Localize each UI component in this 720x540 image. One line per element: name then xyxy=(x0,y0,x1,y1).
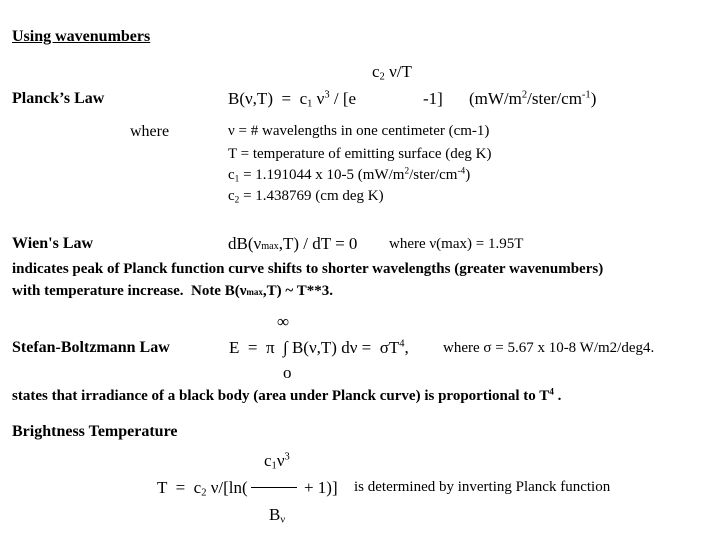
planck-units: $(mW/m^2/ster/cm^{-1})$ xyxy=(469,89,597,108)
brightness-numerator: $c_1\nu^3$ xyxy=(264,451,290,472)
integral-lower-limit: o xyxy=(283,363,292,382)
planck-exponent: $c_2$ ν/T xyxy=(372,62,412,83)
wien-label: Wien's Law xyxy=(12,235,94,252)
planck-definition: T = temperature of emitting surface (deg K) xyxy=(228,146,492,162)
brightness-denominator: $B_\nu$ xyxy=(269,505,286,526)
planck-formula-end: -1] xyxy=(423,89,443,108)
wien-formula: dB(νmax,T) / dT = 0 xyxy=(228,234,358,253)
wien-description: indicates peak of Planck function curve shifts to shorter wavelengths (greater wavenumbers) xyxy=(12,261,604,277)
planck-label: Planck’s Law xyxy=(12,90,105,107)
planck-formula: $B(\nu,T) = c_1$ $\nu^3 / [e$ xyxy=(228,89,357,110)
integral-upper-limit: ∞ xyxy=(277,312,290,331)
planck-definition: $c_1 = 1.191044$ x 10-5 $(mW/m^2/ster/cm^{-4})$ xyxy=(228,166,471,185)
planck-definition: $c_2 = 1.438769$ (cm deg K) xyxy=(228,188,384,206)
brightness-formula: $T = c_2$ ν/[ln( + 1)] xyxy=(157,478,338,499)
planck-definition: ν = # wavelengths in one centimeter (cm-1) xyxy=(228,123,490,139)
planck-where: where xyxy=(130,123,170,140)
brightness-description: is determined by inverting Planck function xyxy=(354,479,611,495)
stefan-label: Stefan-Boltzmann Law xyxy=(12,339,170,356)
stefan-where: where σ = 5.67 x 10-8 W/m2/deg4. xyxy=(443,340,655,356)
wien-description-2: with temperature increase. Note B(νmax,T) ~ T**3. xyxy=(12,283,333,299)
wien-where: where ν(max) = 1.95T xyxy=(389,236,524,252)
page-heading: Using wavenumbers xyxy=(12,28,151,45)
stefan-formula: E = π ∫ B(ν,T) $d\nu = \sigma T^4$, xyxy=(229,338,409,357)
stefan-description: states that irradiance of a black body (area under Planck curve) is proportional to $T^4$ . xyxy=(12,387,562,404)
brightness-label: Brightness Temperature xyxy=(12,423,178,440)
